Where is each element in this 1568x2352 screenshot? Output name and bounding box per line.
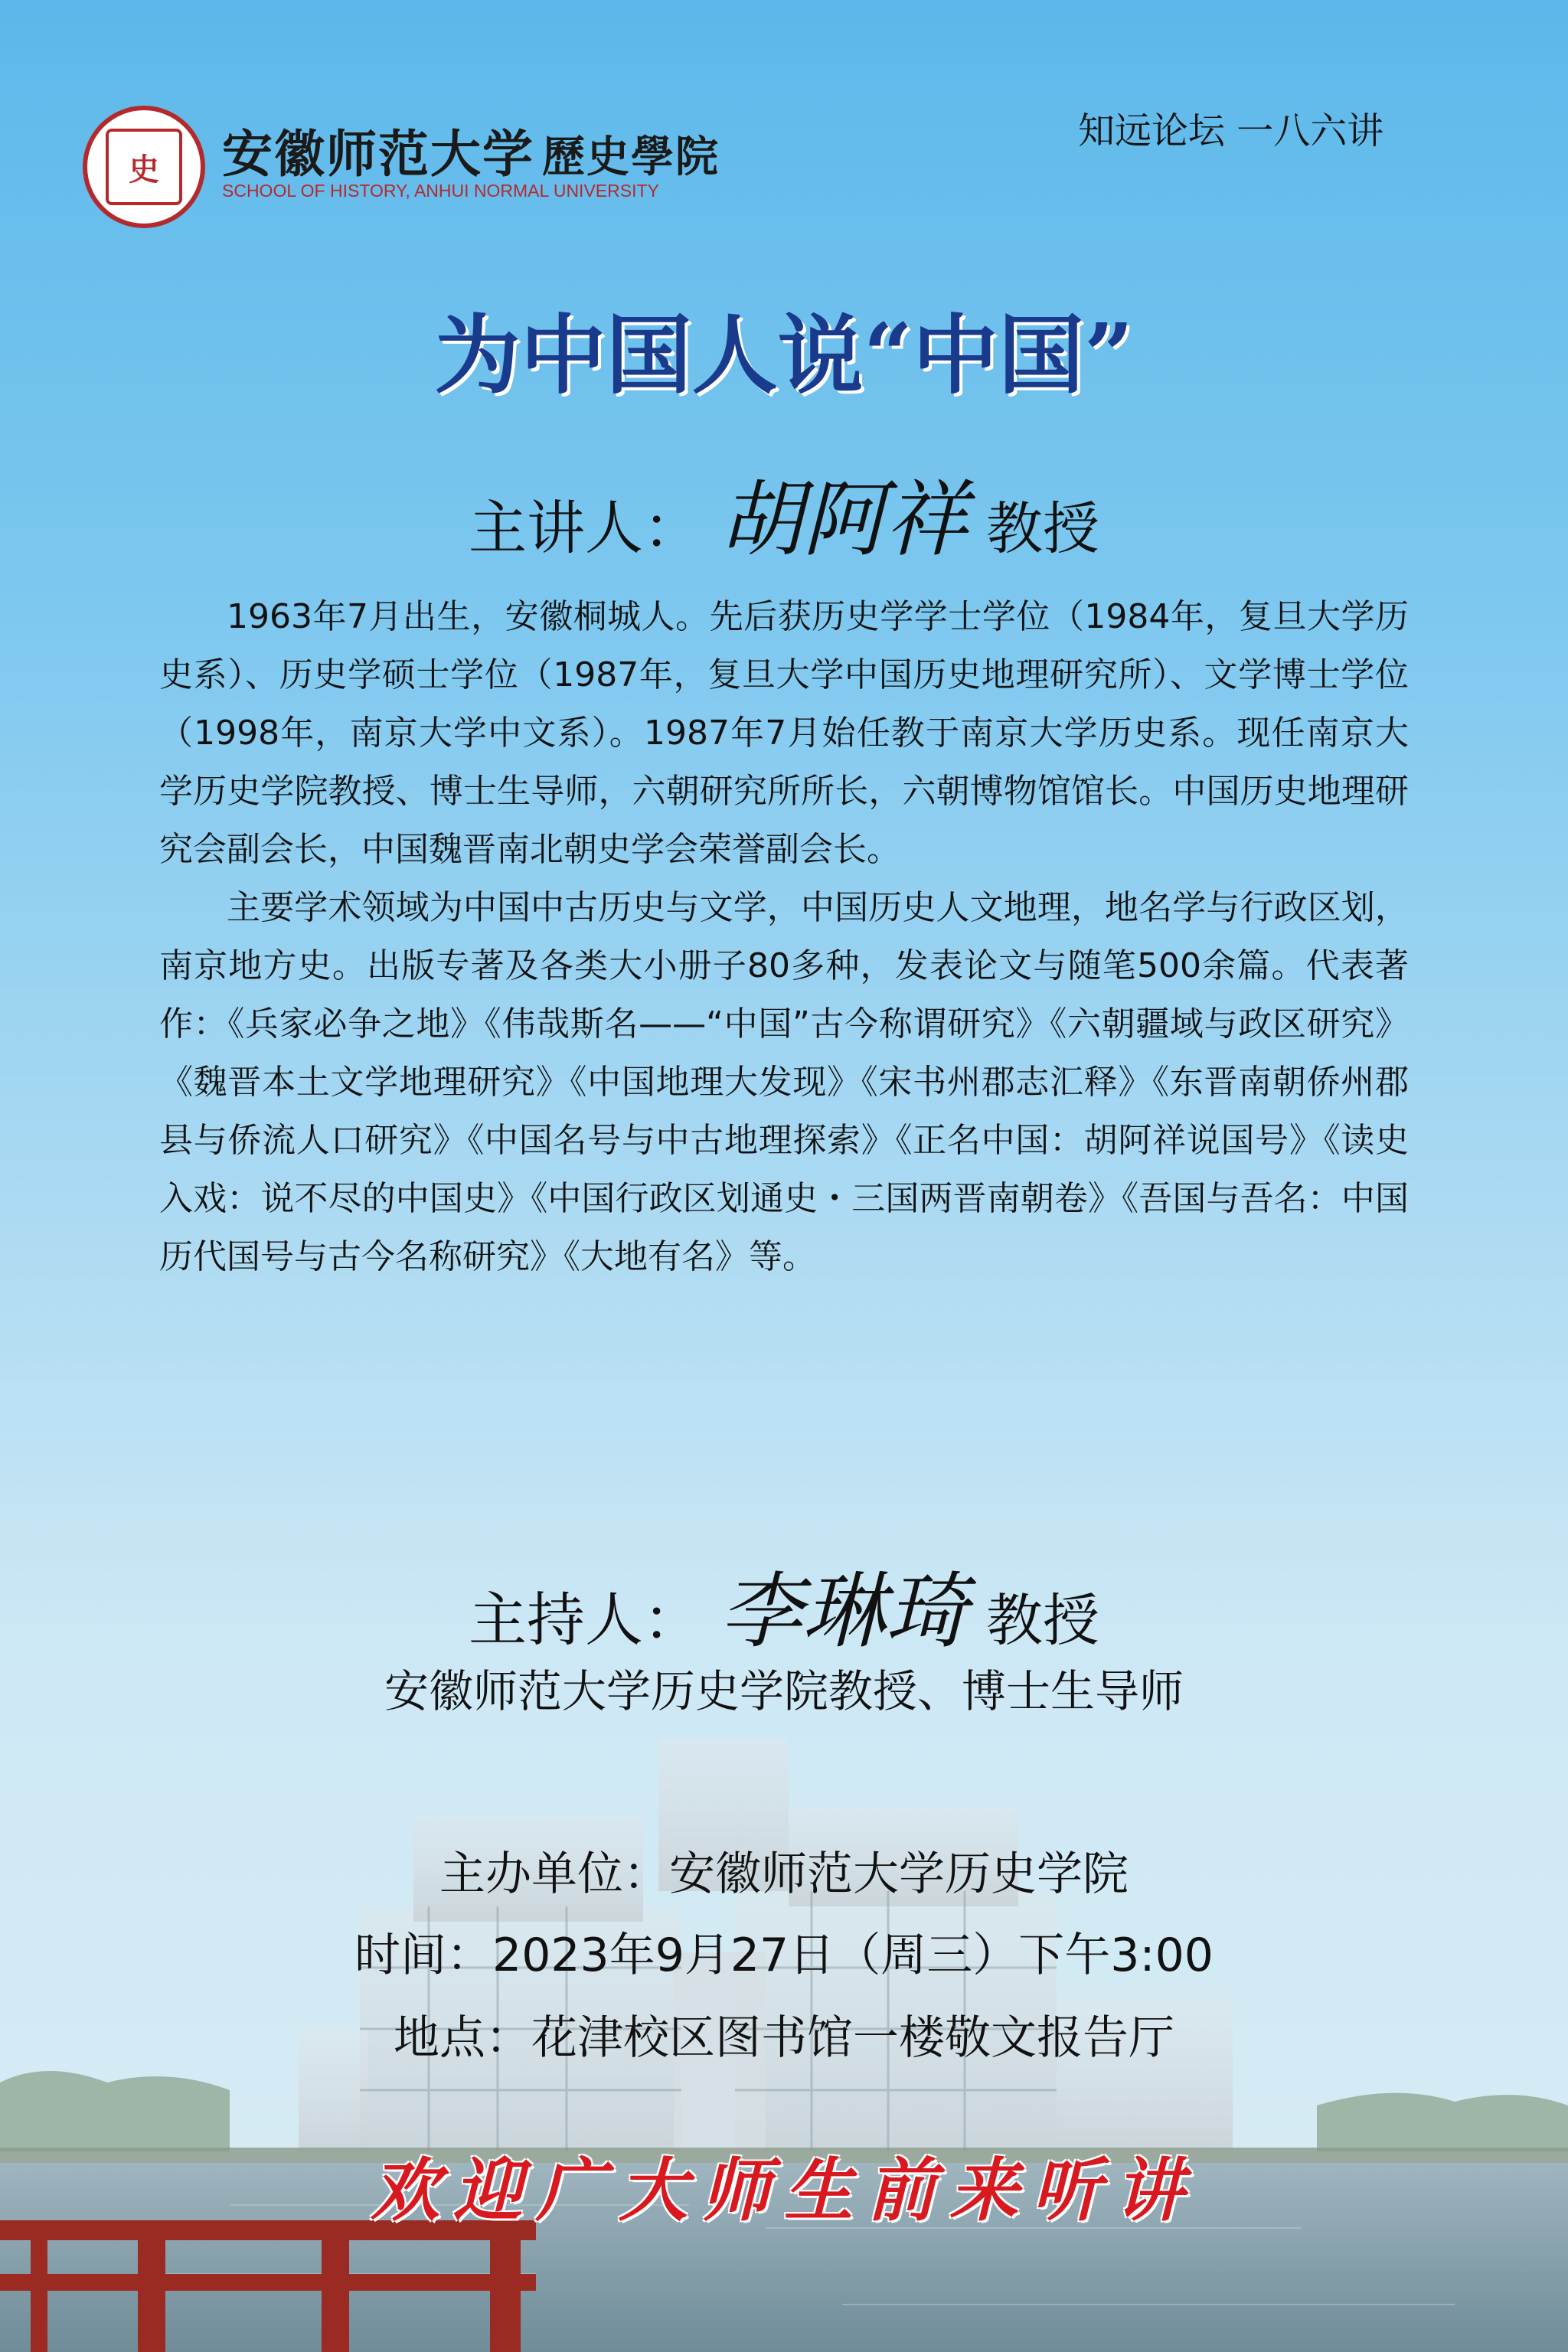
university-name: 安徽师范大学 xyxy=(222,124,534,184)
host-name: 李琳琦 xyxy=(719,1564,968,1660)
college-name: 歷史學院 xyxy=(542,132,720,182)
host-label: 主持人： xyxy=(468,1586,701,1654)
lecture-title: 为中国人说“中国” xyxy=(434,305,1134,406)
university-seal-logo xyxy=(83,106,205,228)
school-name-cn xyxy=(222,113,720,186)
time-info: 时间：2023年9月27日（周三）下午3:00 xyxy=(354,1929,1214,1982)
place-info: 地点：花津校区图书馆一楼敬文报告厅 xyxy=(394,2011,1174,2065)
welcome-slogan: 欢迎广大师生前来听讲 xyxy=(371,2150,1197,2231)
speaker-bio xyxy=(159,588,1409,1286)
organizer-info: 主办单位：安徽师范大学历史学院 xyxy=(439,1847,1129,1901)
forum-series-label: 知远论坛 一八六讲 xyxy=(1078,109,1384,152)
school-name-en: SCHOOL OF HISTORY, ANHUI NORMAL UNIVERSITY xyxy=(222,181,659,201)
bio-paragraph-2: 主要学术领域为中国中古历史与文学，中国历史人文地理，地名学与行政区划，南京地方史。出版专著及各类大小册子80多种，发表论文与随笔500余篇。代表著作：《兵家必争之地》《伟哉斯名——“中国”古今称谓研究》《六朝疆域与政区研究》《魏晋本土文学地理研究》《中国地理大发现》《宋书州郡志汇释》《东晋南朝侨州郡县与侨流人口研究》《中国名号与中古地理探索》《正名中国：胡阿祥说国号》《读史入戏：说不尽的中国史》《中国行政区划通史・三国两晋南朝卷》《吾国与吾名：中国历代国号与古今名称研究》《大地有名》等。 xyxy=(159,888,1409,1276)
speaker-label: 主讲人： xyxy=(468,494,701,562)
bio-paragraph-1: 1963年7月出生，安徽桐城人。先后获历史学学士学位（1984年，复旦大学历史系）、历史学硕士学位（1987年，复旦大学中国历史地理研究所）、文学博士学位（1998年，南京大学中文系）。1987年7月始任教于南京大学历史系。现任南京大学历史学院教授、博士生导师，六朝研究所所长，六朝博物馆馆长。中国历史地理研究会副会长，中国魏晋南北朝史学会荣誉副会长。 xyxy=(159,597,1409,869)
host-rank: 教授 xyxy=(986,1588,1099,1654)
host-line xyxy=(0,1545,1568,1664)
speaker-rank: 教授 xyxy=(986,496,1099,562)
seal-emblem: 史 xyxy=(106,129,182,205)
speaker-name: 胡阿祥 xyxy=(719,472,968,568)
speaker-line xyxy=(0,453,1568,572)
host-title: 安徽师范大学历史学院教授、博士生导师 xyxy=(384,1665,1184,1717)
